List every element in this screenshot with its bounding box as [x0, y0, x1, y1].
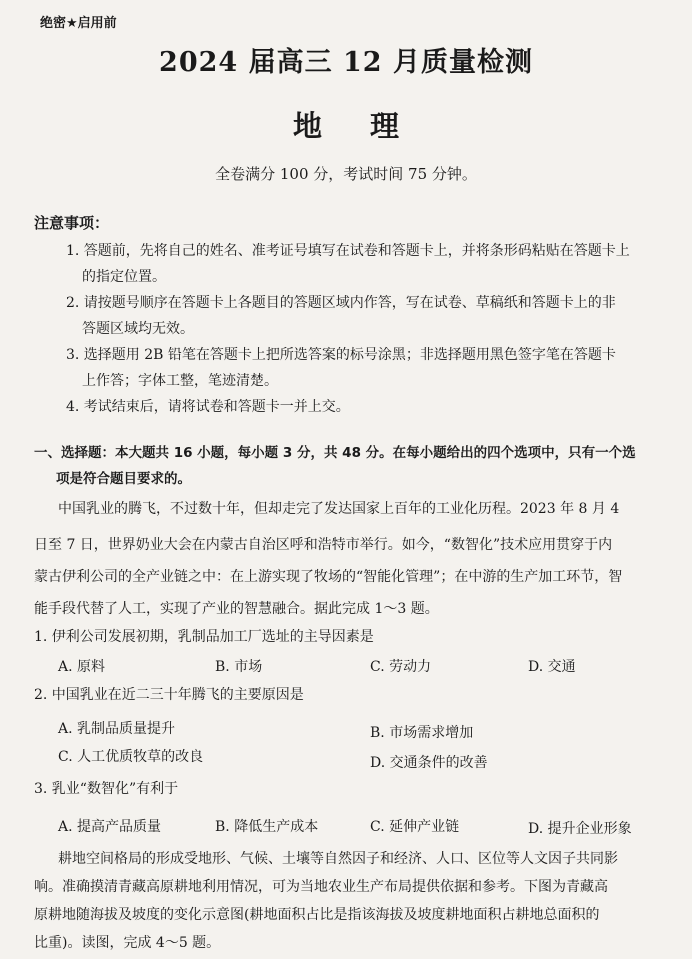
- q3-option-b: B. 降低生产成本: [215, 819, 319, 835]
- q1-option-c: C. 劳动力: [370, 659, 432, 675]
- notice-item: 3. 选择题用 2B 铅笔在答题卡上把所选答案的标号涂黑；非选择题用黑色签字笔在答题卡: [66, 347, 616, 363]
- passage2-line: 原耕地随海拔及坡度的变化示意图(耕地面积占比是指该海拔及坡度耕地面积占耕地总面积的: [34, 907, 600, 923]
- notice-item: 的指定位置。: [82, 269, 166, 285]
- q3-option-d: D. 提升企业形象: [528, 821, 632, 837]
- section-heading-cont: 项是符合题目要求的。: [56, 471, 191, 487]
- q1-option-d: D. 交通: [528, 659, 576, 675]
- notice-item: 4. 考试结束后，请将试卷和答题卡一并上交。: [66, 399, 350, 415]
- passage1-line: 能手段代替了人工，实现了产业的智慧融合。据此完成 1～3 题。: [34, 601, 439, 617]
- notice-item: 2. 请按题号顺序在答题卡上各题目的答题区域内作答，写在试卷、草稿纸和答题卡上的非: [66, 295, 616, 311]
- passage2-line: 耕地空间格局的形成受地形、气候、土壤等自然因子和经济、人口、区位等人文因子共同影: [58, 851, 618, 867]
- question-1-stem: 1. 伊利公司发展初期，乳制品加工厂选址的主导因素是: [34, 629, 374, 645]
- notice-item: 1. 答题前，先将自己的姓名、准考证号填写在试卷和答题卡上，并将条形码粘贴在答题卡上: [66, 243, 630, 259]
- notice-item: 答题区域均无效。: [82, 321, 194, 337]
- score-time-info: 全卷满分 100 分，考试时间 75 分钟。: [215, 165, 477, 183]
- passage2-line: 响。准确摸清青藏高原耕地利用情况，可为当地农业生产布局提供依据和参考。下图为青藏高: [34, 879, 608, 895]
- passage1-line: 中国乳业的腾飞，不过数十年，但却走完了发达国家上百年的工业化历程。2023 年 8 月 4: [58, 501, 620, 517]
- question-3-stem: 3. 乳业“数智化”有利于: [34, 781, 179, 797]
- q3-option-c: C. 延伸产业链: [370, 819, 460, 835]
- notice-heading: 注意事项：: [34, 214, 110, 232]
- q1-option-b: B. 市场: [215, 659, 263, 675]
- passage1-line: 日至 7 日，世界奶业大会在内蒙古自治区呼和浩特市举行。如今，“数智化”技术应用贯穿于内: [34, 537, 613, 553]
- section-heading: 一、选择题：本大题共 16 小题，每小题 3 分，共 48 分。在每小题给出的四个选项中，只有一个选: [34, 445, 636, 461]
- q2-option-a: A. 乳制品质量提升: [58, 721, 176, 737]
- confidential-label: 绝密★启用前: [40, 16, 117, 31]
- exam-title: 2024 届高三 12 月质量检测: [159, 47, 533, 78]
- passage1-line: 蒙古伊利公司的全产业链之中：在上游实现了牧场的“智能化管理”；在中游的生产加工环节，智: [34, 569, 623, 585]
- q2-option-b: B. 市场需求增加: [370, 725, 474, 741]
- passage2-line: 比重)。读图，完成 4～5 题。: [34, 935, 221, 951]
- q1-option-a: A. 原料: [58, 659, 106, 675]
- notice-item: 上作答；字体工整，笔迹清楚。: [82, 373, 278, 389]
- subject-title: 地理: [292, 109, 447, 143]
- question-2-stem: 2. 中国乳业在近二三十年腾飞的主要原因是: [34, 687, 304, 703]
- q2-option-d: D. 交通条件的改善: [370, 755, 488, 771]
- q3-option-a: A. 提高产品质量: [58, 819, 162, 835]
- q2-option-c: C. 人工优质牧草的改良: [58, 749, 204, 765]
